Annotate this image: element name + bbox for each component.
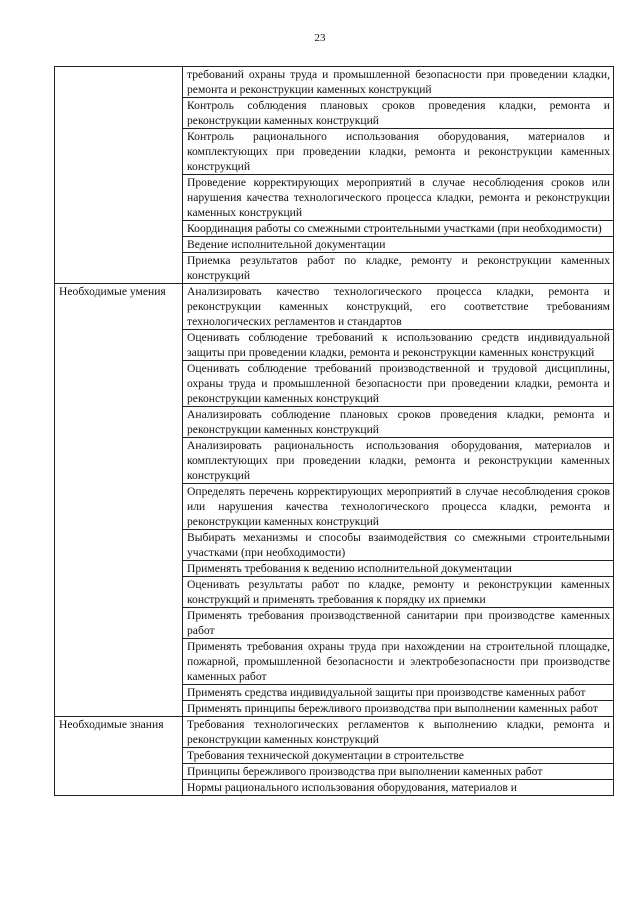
table-cell: Требования технической документации в строительстве bbox=[183, 748, 614, 764]
table-cell: Проведение корректирующих мероприятий в случае несоблюдения сроков или нарушения качества технологического процесса кладки, ремонта и реконструкции каменных конструкций bbox=[183, 175, 614, 221]
section-label-knowledge: Необходимые знания bbox=[55, 717, 183, 796]
table-row bbox=[55, 284, 614, 330]
competency-table bbox=[54, 66, 614, 796]
table-cell: Анализировать соблюдение плановых сроков проведения кладки, ремонта и реконструкции каменных конструкций bbox=[183, 407, 614, 438]
table-cell: Определять перечень корректирующих мероприятий в случае несоблюдения сроков или нарушения качества технологического процесса кладки, ремонта и реконструкции каменных конструкций bbox=[183, 484, 614, 530]
table-row bbox=[55, 67, 614, 98]
table-cell: Принципы бережливого производства при выполнении каменных работ bbox=[183, 764, 614, 780]
table-cell: требований охраны труда и промышленной безопасности при проведении кладки, ремонта и реконструкции каменных конструкций bbox=[183, 67, 614, 98]
table-cell: Применять средства индивидуальной защиты при производстве каменных работ bbox=[183, 685, 614, 701]
table-cell: Применять принципы бережливого производства при выполнении каменных работ bbox=[183, 701, 614, 717]
table-cell: Приемка результатов работ по кладке, ремонту и реконструкции каменных конструкций bbox=[183, 253, 614, 284]
table-cell: Оценивать соблюдение требований к использованию средств индивидуальной защиты при проведении кладки, ремонта и реконструкции каменных конструкций bbox=[183, 330, 614, 361]
table-cell: Применять требования к ведению исполнительной документации bbox=[183, 561, 614, 577]
table-cell: Анализировать рациональность использования оборудования, материалов и комплектующих при проведении кладки, ремонта и реконструкции каменных конструкций bbox=[183, 438, 614, 484]
table-cell: Контроль рационального использования оборудования, материалов и комплектующих при проведении кладки, ремонта и реконструкции каменных конструкций bbox=[183, 129, 614, 175]
table-cell: Применять требования охраны труда при нахождении на строительной площадке, пожарной, промышленной безопасности и электробезопасности при производстве каменных работ bbox=[183, 639, 614, 685]
table-cell: Анализировать качество технологического процесса кладки, ремонта и реконструкции каменных конструкций, его соответствие требованиям технологических регламентов и стандартов bbox=[183, 284, 614, 330]
table-cell: Применять требования производственной санитарии при производстве каменных работ bbox=[183, 608, 614, 639]
table-cell: Ведение исполнительной документации bbox=[183, 237, 614, 253]
table-cell: Требования технологических регламентов к выполнению кладки, ремонта и реконструкции каменных конструкций bbox=[183, 717, 614, 748]
table-cell: Координация работы со смежными строительными участками (при необходимости) bbox=[183, 221, 614, 237]
table-cell: Оценивать результаты работ по кладке, ремонту и реконструкции каменных конструкций и применять требования к порядку их приемки bbox=[183, 577, 614, 608]
page-number: 23 bbox=[314, 32, 326, 44]
table-cell: Нормы рационального использования оборудования, материалов и bbox=[183, 780, 614, 796]
section-label-skills: Необходимые умения bbox=[55, 284, 183, 717]
table-cell: Выбирать механизмы и способы взаимодействия со смежными строительными участками (при необходимости) bbox=[183, 530, 614, 561]
table-cell: Контроль соблюдения плановых сроков проведения кладки, ремонта и реконструкции каменных конструкций bbox=[183, 98, 614, 129]
table-row bbox=[55, 717, 614, 748]
section-label-continued bbox=[55, 67, 183, 284]
table-cell: Оценивать соблюдение требований производственной и трудовой дисциплины, охраны труда и промышленной безопасности при проведении кладки, ремонта и реконструкции каменных конструкций bbox=[183, 361, 614, 407]
